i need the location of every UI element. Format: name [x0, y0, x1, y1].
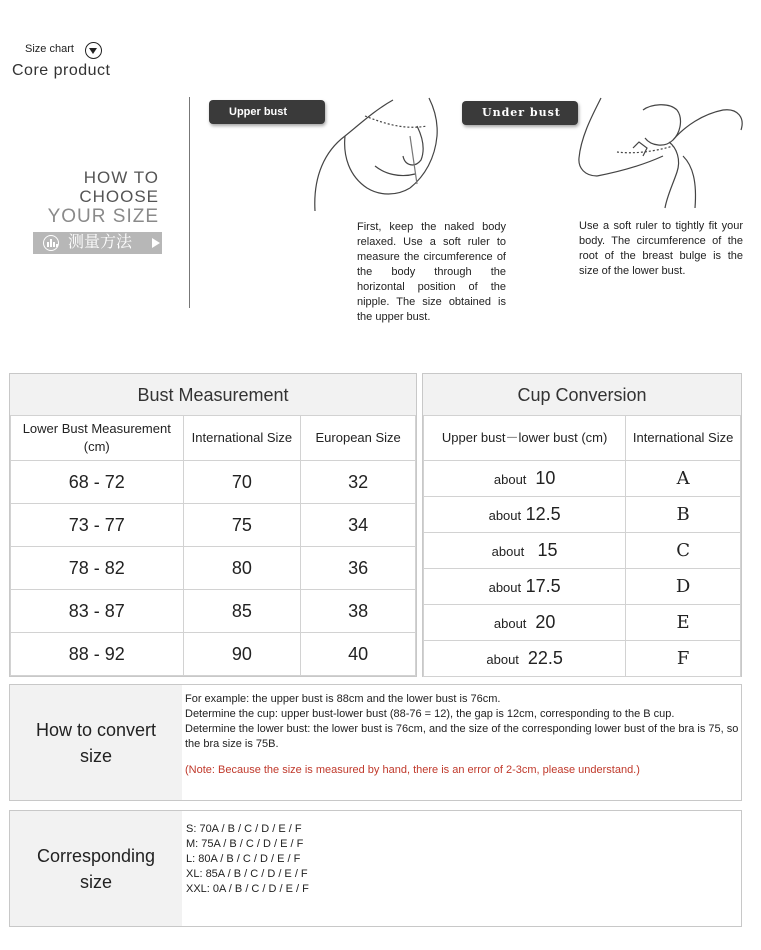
play-arrow-icon: [152, 238, 160, 248]
bust-measurement-table: [10, 415, 416, 676]
upper-bust-description: First, keep the naked body relaxed. Use a soft ruler to measure the circumference of the body through the horizontal position of the nipple. The size obtained is the upper bust.: [357, 221, 506, 323]
list-item: S: 70A / B / C / D / E / F: [186, 823, 302, 835]
table-row: [424, 461, 741, 497]
about-label: about: [491, 544, 525, 559]
cup-size-cell: F: [626, 641, 741, 677]
international-size-cell: 85: [183, 590, 301, 633]
header-international-size: International Size: [183, 416, 301, 461]
lower-bust-cell: 78 - 82: [11, 547, 184, 590]
about-label: about: [493, 616, 527, 631]
bust-difference-cell: [424, 497, 626, 533]
your-size-heading: YOUR SIZE: [47, 206, 159, 227]
how-to-line2: CHOOSE: [79, 187, 159, 206]
cup-size-cell: D: [626, 569, 741, 605]
convert-size-section: [9, 684, 742, 801]
difference-value: 22.5: [527, 648, 563, 668]
table-row: [424, 497, 741, 533]
table-row: [424, 533, 741, 569]
convert-example-line: For example: the upper bust is 88cm and the lower bust is 76cm.: [185, 693, 501, 705]
list-item: M: 75A / B / C / D / E / F: [186, 838, 304, 850]
about-label: about: [488, 580, 522, 595]
cup-conversion-title: Cup Conversion: [517, 385, 647, 405]
bust-difference-cell: [424, 461, 626, 497]
list-item: XXL: 0A / B / C / D / E / F: [186, 883, 309, 895]
about-label: about: [486, 652, 519, 667]
vertical-divider: [189, 97, 190, 308]
table-row: [11, 590, 416, 633]
table-header-row: [11, 416, 416, 461]
lower-bust-cell: 88 - 92: [11, 633, 184, 676]
international-size-cell: 70: [183, 461, 301, 504]
ruler-icon: [43, 235, 59, 251]
international-size-cell: 75: [183, 504, 301, 547]
difference-value: 10: [535, 468, 556, 488]
header-bust-difference: Upper bust－lower bust (cm): [424, 416, 626, 461]
table-row: [11, 504, 416, 547]
measurement-error-note: (Note: Because the size is measured by hand, there is an error of 2-3cm, please understand.): [185, 764, 640, 776]
cup-size-cell: E: [626, 605, 741, 641]
corresponding-size-section: [9, 810, 742, 927]
measure-method-bar: [33, 232, 162, 254]
table-row: [11, 633, 416, 676]
how-to-heading: [79, 168, 159, 206]
convert-lower-bust-line: Determine the lower bust: the lower bust is 76cm, and the size of the corresponding lower bust of the bra is 75, so the bra size is 75B.: [185, 723, 739, 750]
under-bust-label: Under bust: [462, 101, 578, 125]
table-row: [424, 569, 741, 605]
table-row: [424, 605, 741, 641]
international-size-cell: 80: [183, 547, 301, 590]
about-label: about: [493, 472, 527, 487]
corresponding-size-list: [186, 822, 309, 897]
upper-bust-illustration: [305, 96, 445, 214]
chevron-down-icon[interactable]: [85, 42, 102, 59]
bust-difference-cell: [424, 569, 626, 605]
european-size-cell: 34: [301, 504, 416, 547]
european-size-cell: 32: [301, 461, 416, 504]
european-size-cell: 38: [301, 590, 416, 633]
cup-size-cell: A: [626, 461, 741, 497]
lower-bust-cell: 68 - 72: [11, 461, 184, 504]
difference-value: 15: [537, 540, 558, 560]
international-size-cell: 90: [183, 633, 301, 676]
bust-difference-cell: [424, 641, 626, 677]
how-to-line1: HOW TO: [83, 168, 159, 187]
cup-size-cell: B: [626, 497, 741, 533]
upper-bust-label: Upper bust: [209, 100, 325, 124]
table-row: [11, 547, 416, 590]
cup-conversion-panel: [422, 373, 742, 677]
measure-method-label: 测量方法: [68, 234, 133, 251]
convert-size-text: [185, 692, 740, 752]
cup-conversion-table: [423, 415, 741, 677]
under-bust-illustration: [573, 96, 748, 211]
difference-value: 17.5: [525, 576, 561, 596]
bust-difference-cell: [424, 605, 626, 641]
convert-cup-line: Determine the cup: upper bust-lower bust (88-76 = 12), the gap is 12cm, corresponding to the B cup.: [185, 708, 675, 720]
difference-value: 12.5: [525, 504, 561, 524]
header-european-size: European Size: [301, 416, 416, 461]
convert-size-title: How to convert size: [10, 685, 182, 800]
bust-difference-cell: [424, 533, 626, 569]
difference-value: 20: [535, 612, 556, 632]
under-bust-description: Use a soft ruler to tightly fit your body. The circumference of the root of the breast bulge is the size of the lower bust.: [579, 220, 743, 277]
list-item: XL: 85A / B / C / D / E / F: [186, 868, 308, 880]
bust-measurement-panel: [9, 373, 417, 677]
cup-size-cell: C: [626, 533, 741, 569]
lower-bust-cell: 83 - 87: [11, 590, 184, 633]
about-label: about: [488, 508, 522, 523]
header-international-size: International Size: [626, 416, 741, 461]
core-product-title: Core product: [12, 62, 111, 79]
bust-measurement-title: Bust Measurement: [137, 385, 289, 405]
size-chart-label: Size chart: [25, 43, 74, 55]
european-size-cell: 40: [301, 633, 416, 676]
european-size-cell: 36: [301, 547, 416, 590]
table-row: [424, 641, 741, 677]
header-lower-bust: Lower Bust Measurement (cm): [11, 416, 184, 461]
lower-bust-cell: 73 - 77: [11, 504, 184, 547]
table-row: [11, 461, 416, 504]
list-item: L: 80A / B / C / D / E / F: [186, 853, 301, 865]
corresponding-size-title: Corresponding size: [10, 811, 182, 926]
table-header-row: [424, 416, 741, 461]
